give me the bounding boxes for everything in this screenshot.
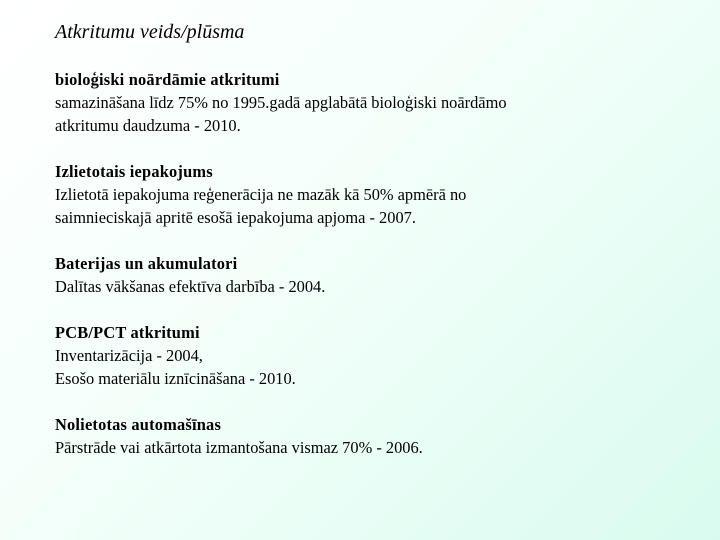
item-heading: bioloģiski noārdāmie atkritumi bbox=[55, 70, 280, 89]
item-text: samazināšana līdz 75% no 1995.gadā apglabātā bioloģiski noārdāmo bbox=[55, 93, 507, 112]
item-text: Inventarizācija - 2004, bbox=[55, 346, 203, 365]
item-heading: Nolietotas automašīnas bbox=[55, 415, 222, 434]
slide bbox=[55, 18, 695, 482]
item-heading: Izlietotais iepakojums bbox=[55, 162, 213, 181]
list-item bbox=[55, 321, 695, 390]
item-text: Izlietotā iepakojuma reģenerācija ne mazāk kā 50% apmērā no bbox=[55, 185, 467, 204]
item-text: atkritumu daudzuma - 2010. bbox=[55, 116, 241, 135]
item-text: Pārstrāde vai atkārtota izmantošana vismaz 70% - 2006. bbox=[55, 438, 423, 457]
item-heading: PCB/PCT atkritumi bbox=[55, 323, 200, 342]
item-text: Esošo materiālu iznīcināšana - 2010. bbox=[55, 369, 296, 388]
slide-title: Atkritumu veids/plūsma bbox=[55, 21, 245, 43]
item-text: Dalītas vākšanas efektīva darbība - 2004. bbox=[55, 277, 326, 296]
list-item bbox=[55, 413, 695, 459]
item-heading: Baterijas un akumulatori bbox=[55, 254, 238, 273]
item-text: saimnieciskajā apritē esošā iepakojuma apjoma - 2007. bbox=[55, 208, 416, 227]
list-item bbox=[55, 68, 695, 137]
list-item bbox=[55, 252, 695, 298]
list-item bbox=[55, 160, 695, 229]
